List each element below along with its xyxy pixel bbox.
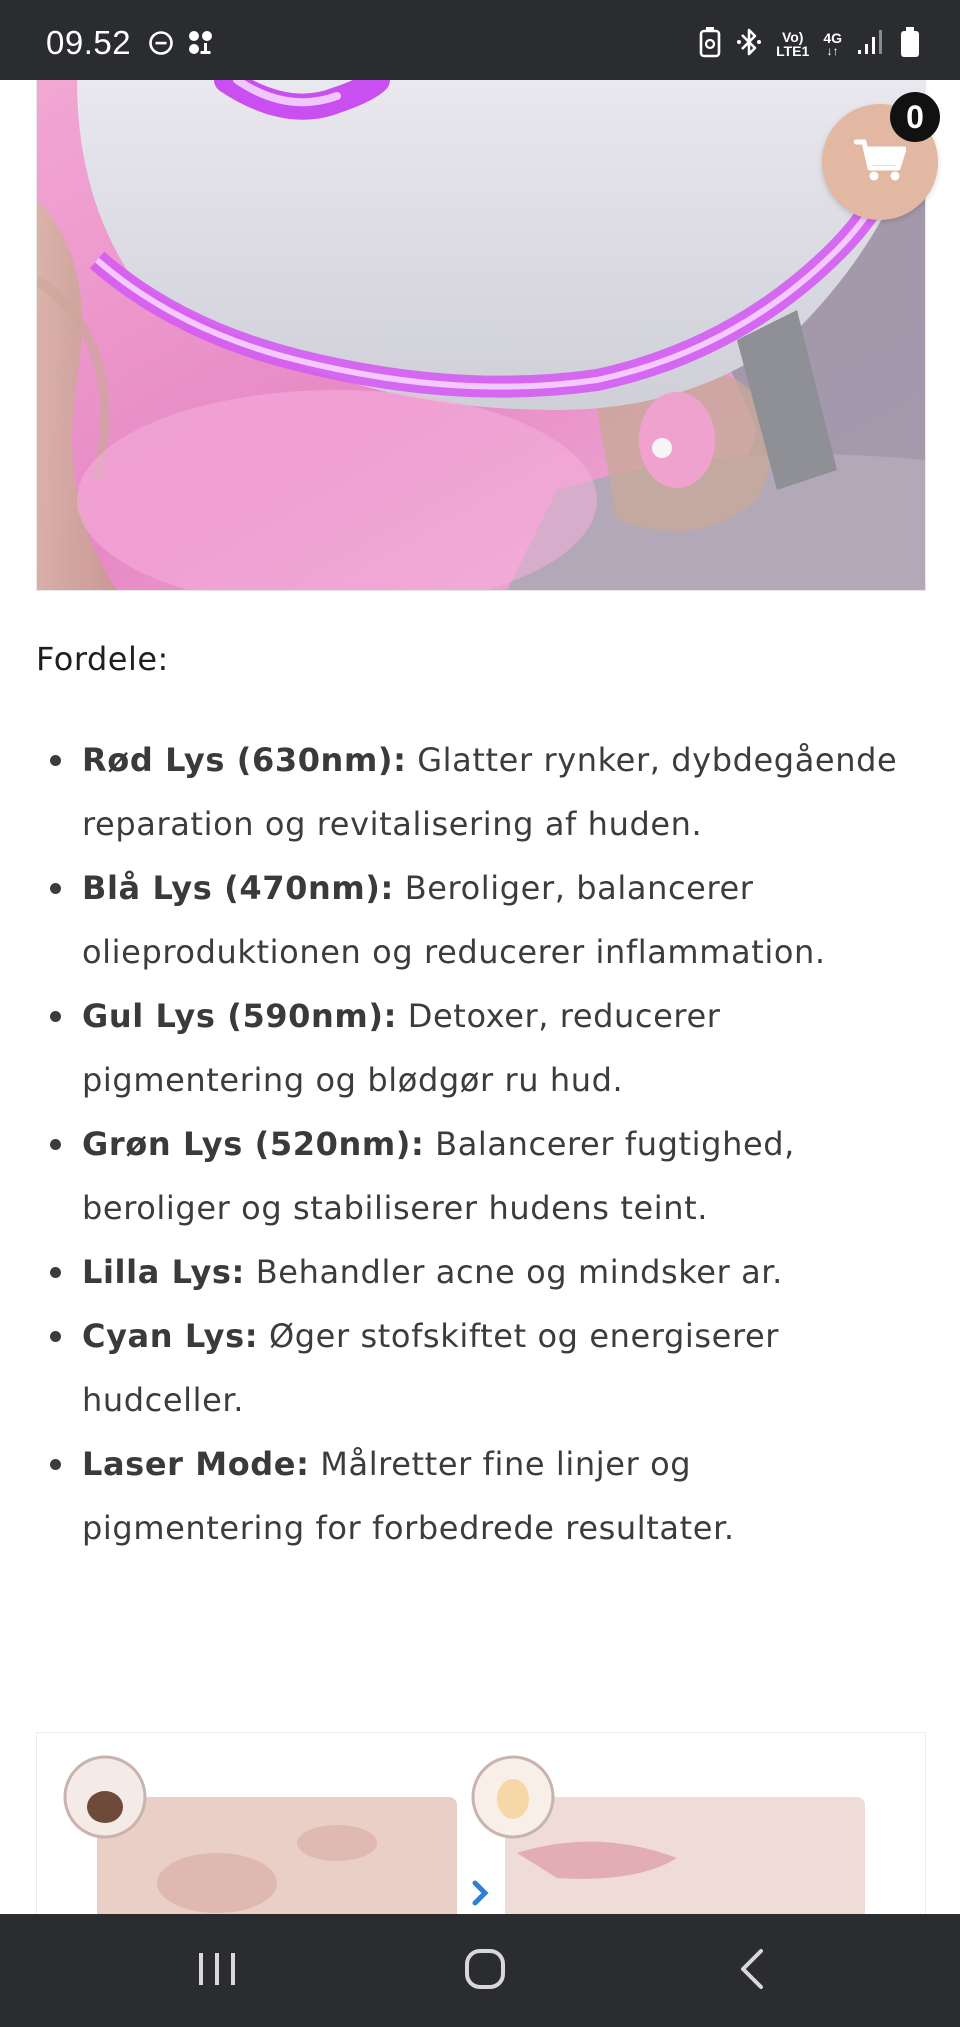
back-button[interactable] — [708, 1936, 798, 2006]
network-type-icon: 4G ↓↑ — [823, 30, 842, 58]
benefit-text: Behandler acne og mindsker ar. — [244, 1253, 783, 1291]
list-item — [36, 728, 916, 856]
benefits-list — [36, 728, 916, 1560]
benefit-label: Rød Lys (630nm): — [82, 741, 407, 779]
home-icon — [463, 1947, 507, 1995]
cart-count-badge: 0 — [890, 92, 940, 142]
recent-apps-icon — [195, 1949, 239, 1993]
benefit-label: Lilla Lys: — [82, 1253, 245, 1291]
product-image-led-mask — [36, 80, 926, 591]
volte-top-label: Vo) — [781, 29, 804, 45]
list-item — [36, 856, 916, 984]
benefits-heading: Fordele: — [36, 640, 169, 678]
back-icon — [735, 1947, 771, 1995]
benefit-text: Glatter rynker, dybdegående reparation og revitalisering af huden. — [82, 741, 898, 843]
bluetooth-icon — [736, 26, 762, 62]
bullet-icon — [50, 1267, 61, 1278]
home-button[interactable] — [440, 1936, 530, 2006]
benefit-label: Cyan Lys: — [82, 1317, 259, 1355]
list-item — [36, 984, 916, 1112]
benefit-text: Øger stofskiftet og energiserer hudceller. — [82, 1317, 780, 1419]
volte-bottom-label: LTE1 — [776, 43, 810, 59]
bullet-icon — [50, 1139, 61, 1150]
volte-icon — [776, 30, 809, 58]
benefit-text: Detoxer, reducerer pigmentering og blødgør ru hud. — [82, 997, 721, 1099]
battery-icon — [900, 26, 920, 62]
battery-saver-icon — [698, 26, 722, 62]
bullet-icon — [50, 1459, 61, 1470]
list-item — [36, 1432, 916, 1560]
list-item — [36, 1240, 916, 1304]
benefit-label: Gul Lys (590nm): — [82, 997, 397, 1035]
benefit-label: Grøn Lys (520nm): — [82, 1125, 425, 1163]
bullet-icon — [50, 883, 61, 894]
status-bar — [0, 0, 960, 80]
list-item — [36, 1304, 916, 1432]
benefit-text: Målretter fine linjer og pigmentering for forbedrede resultater. — [82, 1445, 735, 1547]
app-notification-icon — [186, 28, 216, 62]
cart-icon — [854, 138, 906, 186]
status-time: 09.52 — [46, 24, 132, 61]
do-not-disturb-icon — [148, 30, 174, 60]
list-item — [36, 1112, 916, 1240]
signal-icon — [856, 28, 886, 60]
network-type-label: 4G — [823, 30, 842, 46]
bullet-icon — [50, 1331, 61, 1342]
recent-apps-button[interactable] — [172, 1936, 262, 2006]
navigation-bar — [0, 1914, 960, 2027]
benefit-text: Balancerer fugtighed, beroliger og stabiliserer hudens teint. — [82, 1125, 795, 1227]
bullet-icon — [50, 1011, 61, 1022]
benefit-label: Blå Lys (470nm): — [82, 869, 394, 907]
bullet-icon — [50, 755, 61, 766]
benefit-text: Beroliger, balancerer olieproduktionen og reducerer inflammation. — [82, 869, 826, 971]
benefit-label: Laser Mode: — [82, 1445, 310, 1483]
